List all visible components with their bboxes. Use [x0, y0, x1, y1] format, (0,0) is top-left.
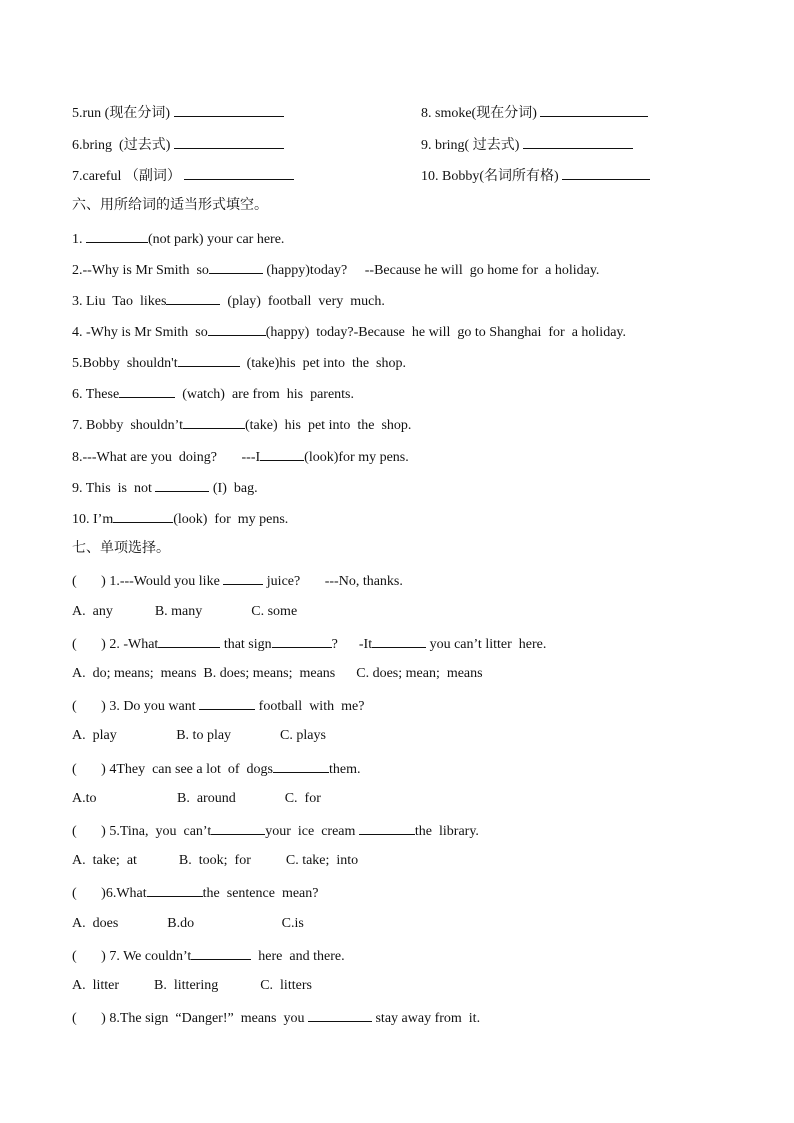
choice-options-7: A. litter B. littering C. litters [72, 978, 312, 993]
fill-item-9: 9. This is not (I) bag. [72, 478, 258, 498]
choice-question-7: ( ) 7. We couldn’t here and there. [72, 946, 345, 966]
answer-blank[interactable] [113, 509, 173, 523]
choice-options-1: A. any B. many C. some [72, 604, 298, 619]
section-7-title: 七、单项选择。 [72, 541, 170, 556]
answer-blank[interactable] [359, 821, 415, 835]
answer-blank[interactable] [199, 696, 255, 710]
answer-blank[interactable] [174, 103, 284, 117]
fill-item-4: 4. -Why is Mr Smith so (happy) today?-Because he will go to Shanghai for a holiday. [72, 322, 626, 342]
choice-question-1: ( ) 1.---Would you like juice? ---No, thanks. [72, 571, 403, 591]
choice-question-8: ( ) 8.The sign “Danger!” means you stay away from it. [72, 1008, 480, 1028]
answer-blank[interactable] [272, 634, 332, 648]
fill-item-3: 3. Liu Tao likes (play) football very much. [72, 291, 385, 311]
word-form-item-6: 6.bring (过去式) [72, 135, 284, 155]
fill-item-2: 2.--Why is Mr Smith so (happy)today? --Because he will go home for a holiday. [72, 260, 599, 280]
section-6-title: 六、用所给词的适当形式填空。 [72, 198, 268, 213]
fill-item-10: 10. I’m (look) for my pens. [72, 509, 288, 529]
fill-item-6: 6. These (watch) are from his parents. [72, 384, 354, 404]
word-form-item-8: 8. smoke(现在分词) [421, 103, 648, 123]
answer-blank[interactable] [86, 229, 148, 243]
choice-question-2: ( ) 2. -What that sign ? -It you can’t litter here. [72, 634, 546, 654]
word-form-item-5: 5.run (现在分词) [72, 103, 284, 123]
word-form-item-7: 7.careful （副词） [72, 166, 294, 186]
answer-blank[interactable] [523, 135, 633, 149]
answer-blank[interactable] [155, 478, 209, 492]
choice-question-3: ( ) 3. Do you want football with me? [72, 696, 364, 716]
fill-item-7: 7. Bobby shouldn’t (take) his pet into the shop. [72, 415, 411, 435]
answer-blank[interactable] [260, 447, 304, 461]
answer-blank[interactable] [223, 571, 263, 585]
answer-blank[interactable] [178, 353, 240, 367]
answer-blank[interactable] [308, 1008, 372, 1022]
answer-blank[interactable] [119, 384, 175, 398]
answer-blank[interactable] [184, 166, 294, 180]
choice-question-5: ( ) 5.Tina, you can’t your ice cream the library. [72, 821, 479, 841]
answer-blank[interactable] [174, 135, 284, 149]
fill-item-8: 8.---What are you doing? ---I (look)for my pens. [72, 447, 409, 467]
answer-blank[interactable] [147, 883, 203, 897]
fill-item-5: 5.Bobby shouldn't (take)his pet into the shop. [72, 353, 406, 373]
answer-blank[interactable] [372, 634, 426, 648]
answer-blank[interactable] [209, 260, 263, 274]
choice-question-4: ( ) 4They can see a lot of dogs them. [72, 759, 361, 779]
answer-blank[interactable] [540, 103, 648, 117]
answer-blank[interactable] [191, 946, 251, 960]
choice-options-5: A. take; at B. took; for C. take; into [72, 853, 359, 868]
answer-blank[interactable] [158, 634, 220, 648]
choice-question-6: ( )6.What the sentence mean? [72, 883, 318, 903]
answer-blank[interactable] [273, 759, 329, 773]
choice-options-6: A. does B.do C.is [72, 916, 304, 931]
choice-options-2: A. do; means; means B. does; means; means C. does; mean; means [72, 666, 483, 681]
answer-blank[interactable] [211, 821, 265, 835]
answer-blank[interactable] [183, 415, 245, 429]
choice-options-4: A.to B. around C. for [72, 791, 321, 806]
choice-options-3: A. play B. to play C. plays [72, 728, 326, 743]
fill-item-1: 1. (not park) your car here. [72, 229, 284, 249]
answer-blank[interactable] [208, 322, 266, 336]
word-form-item-9: 9. bring( 过去式) [421, 135, 633, 155]
answer-blank[interactable] [562, 166, 650, 180]
answer-blank[interactable] [166, 291, 220, 305]
word-form-item-10: 10. Bobby(名词所有格) [421, 166, 650, 186]
